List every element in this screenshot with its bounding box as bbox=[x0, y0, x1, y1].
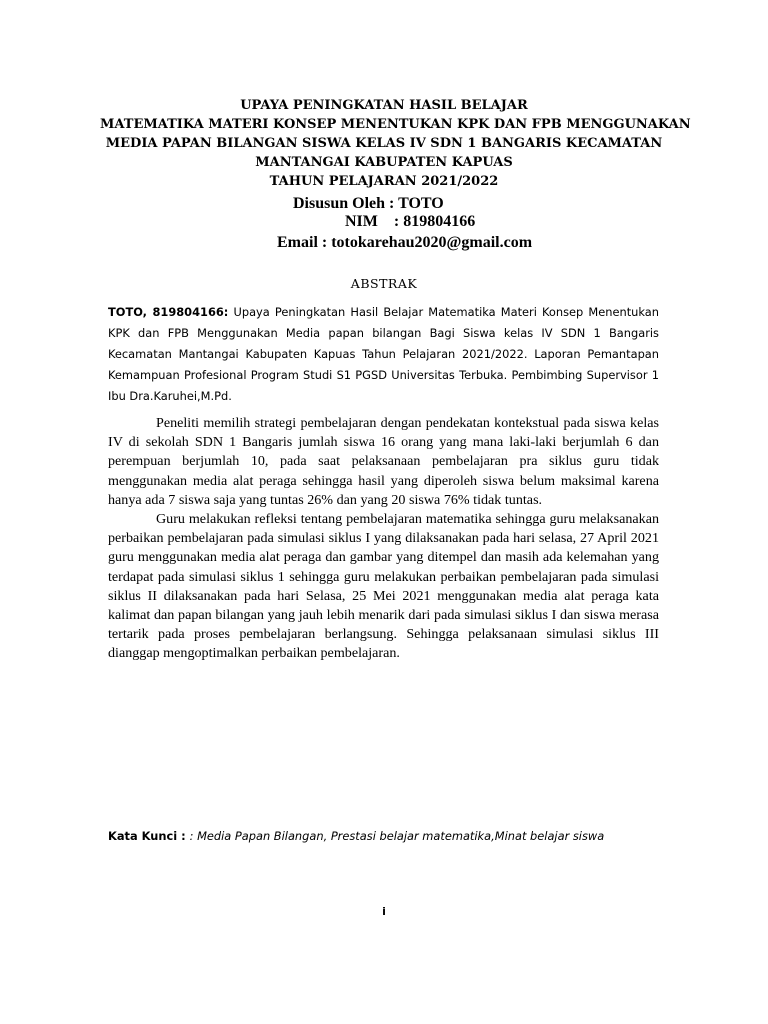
nim-line: NIM : 819804166 bbox=[345, 213, 476, 230]
section-heading: ABSTRAK bbox=[350, 276, 418, 291]
keywords bbox=[108, 829, 604, 843]
email-line: Email : totokarehau2020@gmail.com bbox=[277, 234, 533, 251]
body-paragraph: Peneliti memilih strategi pembelajaran dengan pendekatan kontekstual pada siswa kelas IV di sekolah SDN 1 Bangaris jumlah siswa 16 orang yang mana laki-laki berjumlah 6 dan perempuan berjumlah 10, pada saat pelaksanaan pembelajaran pra siklus guru tidak menggunakan media alat peraga sehingga hasil yang diperoleh siswa belum maksimal karena hanya ada 7 siswa saja yang tuntas 26% dan yang 20 siswa 76% tidak tuntas. bbox=[108, 415, 659, 508]
abstract-body bbox=[108, 414, 659, 664]
author-line: Disusun Oleh : TOTO bbox=[293, 195, 444, 212]
page-number: i bbox=[382, 905, 386, 918]
title-line-2: MATEMATIKA MATERI KONSEP MENENTUKAN KPK DAN FPB MENGGUNAKAN bbox=[100, 117, 691, 132]
keywords-text: : Media Papan Bilangan, Prestasi belajar matematika,Minat belajar siswa bbox=[189, 829, 605, 843]
title-line-3: MEDIA PAPAN BILANGAN SISWA KELAS IV SDN 1 BANGARIS KECAMATAN bbox=[105, 136, 663, 151]
keywords-label: Kata Kunci : bbox=[108, 829, 190, 843]
abstract-intro bbox=[108, 302, 659, 407]
title-line-5: TAHUN PELAJARAN 2021/2022 bbox=[269, 174, 499, 189]
title-line-4: MANTANGAI KABUPATEN KAPUAS bbox=[255, 155, 513, 170]
intro-text: Upaya Peningkatan Hasil Belajar Matematika Materi Konsep Menentukan KPK dan FPB Menggunakan Media papan bilangan Bagi Siswa kelas IV SDN 1 Bangaris Kecamatan Mantangai Kabupaten Kapuas Tahun Pelajaran 2021/2022. Laporan Pemantapan Kemampuan Profesional Program Studi S1 PGSD Universitas Terbuka. Pembimbing Supervisor 1 Ibu Dra.Karuhei,M.Pd. bbox=[108, 305, 659, 403]
body-paragraph: Guru melakukan refleksi tentang pembelajaran matematika sehingga guru melaksanakan perbaikan pembelajaran pada simulasi siklus I yang dilaksanakan pada hari selasa, 27 April 2021 guru menggunakan media alat peraga dan gambar yang ditempel dan masih ada kelemahan yang terdapat pada simulasi siklus 1 sehingga guru melakukan perbaikan pembelajaran pada simulasi siklus II dilaksanakan pada hari Selasa, 25 Mei 2021 menggunakan media alat peraga kata kalimat dan papan bilangan yang jauh lebih menarik dari pada simulasi siklus I dan siswa merasa tertarik pada proses pembelajaran berlangsung. Sehingga pelaksanaan simulasi siklus III dianggap mengoptimalkan perbaikan pembelajaran. bbox=[108, 511, 659, 662]
document-title bbox=[100, 96, 691, 191]
intro-lead: TOTO, 819804166: bbox=[108, 305, 229, 319]
title-line-1: UPAYA PENINGKATAN HASIL BELAJAR bbox=[240, 98, 528, 113]
